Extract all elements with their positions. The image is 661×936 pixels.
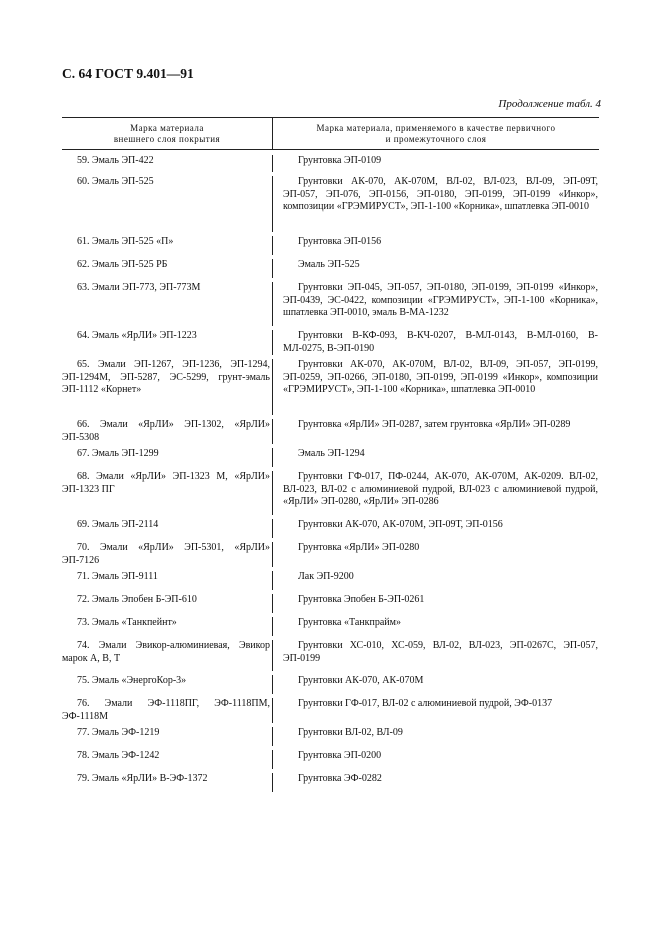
primer-name: Грунтовка «ЯрЛИ» ЭП-0280 <box>298 542 420 553</box>
material-name: 70. Эмали «ЯрЛИ» ЭП-5301, «ЯрЛИ» ЭП-7126 <box>62 542 270 566</box>
material-name: 61. Эмаль ЭП-525 «П» <box>77 236 174 247</box>
primer-cell <box>273 176 599 232</box>
primer-name: Грунтовки ГФ-017, ПФ-0244, АК-070, АК-070М, АК-0209. ВЛ-02, ВЛ-023, ВЛ-02 с алюминиевой пудрой, ВЛ-023 с алюминиевой пудрой, «ЯрЛИ» ЭП-0280, «ЯрЛИ» ЭП-0286 <box>283 471 598 507</box>
table-row <box>62 590 599 613</box>
primer-cell <box>273 330 599 355</box>
primer-name: Грунтовки АК-070, АК-070М, ВЛ-02, ВЛ-09, ЭП-057, ЭП-0199, ЭП-0259, ЭП-0266, ЭП-0180, ЭП-0199, ЭП-0199 «Инкор», композиции «ГРЭМИРУСТ», ЭП-1-100 «Корника», шпатлевка ЭП-0010 <box>283 359 598 395</box>
material-name: 67. Эмаль ЭП-1299 <box>77 448 159 459</box>
material-cell <box>62 236 273 255</box>
table-row <box>62 515 599 538</box>
material-cell <box>62 594 273 613</box>
primer-cell <box>273 594 599 613</box>
column-header-line: Марка материала, применяемого в качестве первичного <box>316 123 556 133</box>
material-name: 65. Эмали ЭП-1267, ЭП-1236, ЭП-1294, ЭП-1294М, ЭП-5287, ЭС-5299, грунт-эмаль ЭП-1112 «Корнет» <box>62 359 270 395</box>
table-row <box>62 723 599 746</box>
table-row <box>62 326 599 355</box>
material-cell <box>62 750 273 769</box>
primer-name: Грунтовки ЭП-045, ЭП-057, ЭП-0180, ЭП-0199, ЭП-0199 «Инкор», ЭП-0439, ЭС-0422, композиции «ГРЭМИРУСТ», ЭП-1-100 «Корника», шпатлевка ЭП-0010, эмаль В-МА-1232 <box>283 282 598 318</box>
table-row <box>62 415 599 444</box>
primer-name: Грунтовки АК-070, АК-070М, ЭП-09Т, ЭП-0156 <box>298 519 503 530</box>
material-name: 75. Эмаль «ЭнергоКор-3» <box>77 675 187 686</box>
primer-name: Грунтовка ЭФ-0282 <box>298 773 382 784</box>
table-body <box>62 150 599 792</box>
material-name: 62. Эмаль ЭП-525 РБ <box>77 259 168 270</box>
table-continuation-note: Продолжение табл. 4 <box>498 98 601 110</box>
primer-cell <box>273 519 599 538</box>
table-row <box>62 567 599 590</box>
table-row <box>62 613 599 636</box>
material-cell <box>62 675 273 694</box>
material-name: 63. Эмали ЭП-773, ЭП-773М <box>77 282 201 293</box>
page-title: С. 64 ГОСТ 9.401—91 <box>62 66 194 81</box>
primer-cell <box>273 155 599 172</box>
primer-cell <box>273 448 599 467</box>
primer-name: Грунтовки ВЛ-02, ВЛ-09 <box>298 727 403 738</box>
table-row <box>62 671 599 694</box>
material-cell <box>62 773 273 792</box>
primer-cell <box>273 419 599 444</box>
primer-cell <box>273 640 599 671</box>
table-row <box>62 694 599 723</box>
material-cell <box>62 617 273 636</box>
primer-name: Грунтовки В-КФ-093, В-КЧ-0207, В-МЛ-0143, В-МЛ-0160, В-МЛ-0275, В-ЭП-0190 <box>283 330 598 354</box>
material-name: 69. Эмаль ЭП-2114 <box>77 519 159 530</box>
primer-cell <box>273 259 599 278</box>
material-name: 76. Эмали ЭФ-1118ПГ, ЭФ-1118ПМ, ЭФ-1118М <box>62 698 270 722</box>
material-name: 74. Эмали Эвикор-алюминиевая, Эвикор марок А, В, Т <box>62 640 270 664</box>
material-name: 73. Эмаль «Танкпейнт» <box>77 617 177 628</box>
primer-name: Грунтовка ЭП-0200 <box>298 750 382 761</box>
material-cell <box>62 176 273 232</box>
primer-cell <box>273 571 599 590</box>
material-name: 59. Эмаль ЭП-422 <box>77 155 154 166</box>
material-cell <box>62 519 273 538</box>
primer-cell <box>273 359 599 415</box>
primer-cell <box>273 282 599 326</box>
primer-name: Грунтовка ЭП-0156 <box>298 236 382 247</box>
primer-cell <box>273 471 599 515</box>
table-row <box>62 355 599 415</box>
material-name: 78. Эмаль ЭФ-1242 <box>77 750 160 761</box>
primer-name: Эмаль ЭП-525 <box>298 259 360 270</box>
primer-cell <box>273 542 599 567</box>
material-cell <box>62 471 273 515</box>
table-header-row <box>62 118 599 150</box>
material-name: 66. Эмали «ЯрЛИ» ЭП-1302, «ЯрЛИ» ЭП-5308 <box>62 419 270 443</box>
column-header-primer <box>273 118 599 149</box>
materials-table <box>62 117 599 792</box>
material-cell <box>62 155 273 172</box>
material-cell <box>62 419 273 444</box>
material-name: 72. Эмаль Эпобен Б-ЭП-610 <box>77 594 197 605</box>
material-name: 77. Эмаль ЭФ-1219 <box>77 727 160 738</box>
primer-name: Грунтовка ЭП-0109 <box>298 155 382 166</box>
primer-cell <box>273 750 599 769</box>
primer-name: Грунтовки ХС-010, ХС-059, ВЛ-02, ВЛ-023, ЭП-0267С, ЭП-057, ЭП-0199 <box>283 640 598 664</box>
primer-name: Грунтовка Эпобен Б-ЭП-0261 <box>298 594 425 605</box>
material-cell <box>62 698 273 723</box>
primer-name: Грунтовка «ЯрЛИ» ЭП-0287, затем грунтовка «ЯрЛИ» ЭП-0289 <box>298 419 571 430</box>
primer-cell <box>273 617 599 636</box>
column-header-outer-coat <box>62 118 273 149</box>
material-name: 79. Эмаль «ЯрЛИ» В-ЭФ-1372 <box>77 773 208 784</box>
material-name: 64. Эмаль «ЯрЛИ» ЭП-1223 <box>77 330 197 341</box>
material-cell <box>62 542 273 567</box>
material-cell <box>62 640 273 671</box>
table-row <box>62 444 599 467</box>
primer-cell <box>273 773 599 792</box>
table-row <box>62 636 599 671</box>
material-cell <box>62 359 273 415</box>
primer-cell <box>273 727 599 746</box>
column-header-line: и промежуточного слоя <box>385 134 487 144</box>
table-row <box>62 172 599 232</box>
material-cell <box>62 259 273 278</box>
material-name: 71. Эмаль ЭП-9111 <box>77 571 158 582</box>
primer-name: Грунтовка «Танкпрайм» <box>298 617 401 628</box>
table-row <box>62 232 599 255</box>
primer-cell <box>273 236 599 255</box>
material-name: 68. Эмали «ЯрЛИ» ЭП-1323 М, «ЯрЛИ» ЭП-1323 ПГ <box>62 471 270 495</box>
table-row <box>62 150 599 172</box>
material-cell <box>62 727 273 746</box>
table-row <box>62 746 599 769</box>
primer-cell <box>273 698 599 723</box>
table-row <box>62 467 599 515</box>
column-header-line: Марка материала <box>130 123 204 133</box>
material-cell <box>62 571 273 590</box>
table-row <box>62 538 599 567</box>
primer-name: Грунтовки АК-070, АК-070М <box>298 675 424 686</box>
material-cell <box>62 282 273 326</box>
material-cell <box>62 330 273 355</box>
table-row <box>62 769 599 792</box>
primer-cell <box>273 675 599 694</box>
material-cell <box>62 448 273 467</box>
column-header-line: внешнего слоя покрытия <box>113 134 221 144</box>
primer-name: Грунтовки ГФ-017, ВЛ-02 с алюминиевой пудрой, ЭФ-0137 <box>298 698 553 709</box>
primer-name: Лак ЭП-9200 <box>298 571 354 582</box>
table-row <box>62 278 599 326</box>
primer-name: Грунтовки АК-070, АК-070М, ВЛ-02, ВЛ-023, ВЛ-09, ЭП-09Т, ЭП-057, ЭП-076, ЭП-0156, ЭП-0180, ЭП-0199, ЭП-0199 «Инкор», композиции «ГРЭМИРУСТ», ЭП-1-100 «Корника», шпатлевка ЭП-0010 <box>283 176 598 212</box>
material-name: 60. Эмаль ЭП-525 <box>77 176 154 187</box>
primer-name: Эмаль ЭП-1294 <box>298 448 365 459</box>
table-row <box>62 255 599 278</box>
